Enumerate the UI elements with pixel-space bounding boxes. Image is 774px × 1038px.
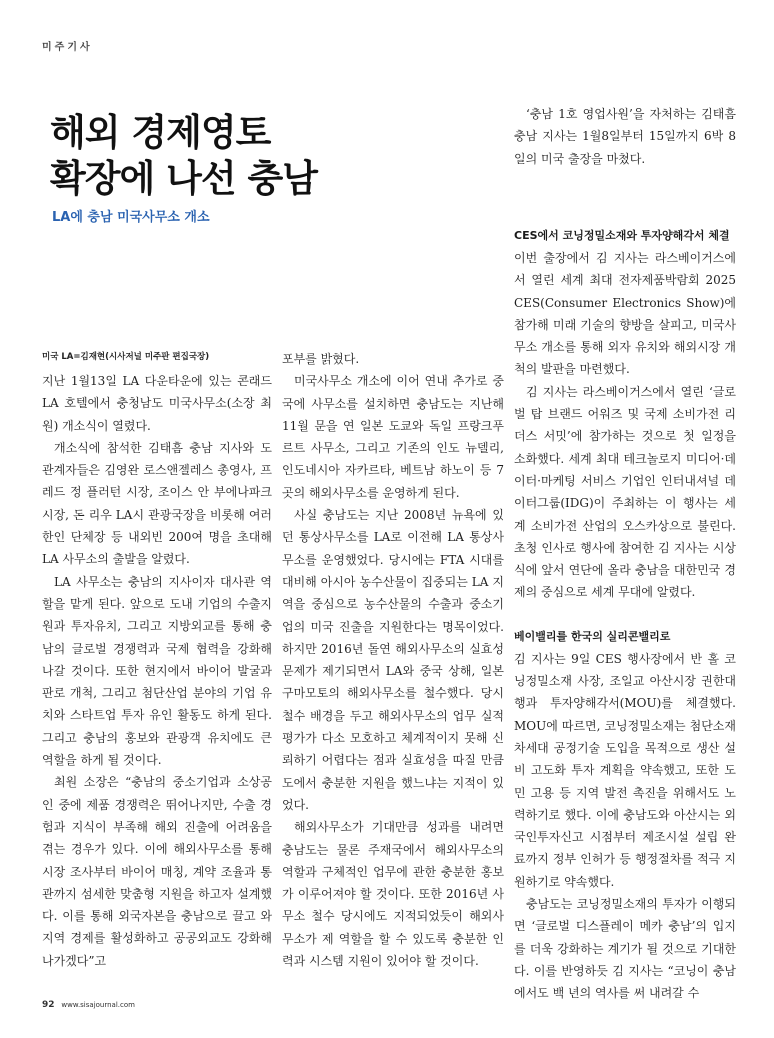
section-label: 미주기사 — [42, 42, 93, 53]
article-column-3-intro — [514, 103, 736, 170]
article-column-3 — [514, 225, 736, 1005]
paragraph: LA 사무소는 충남의 지사이자 대사관 역할을 맡게 된다. 앞으로 도내 기업의 수출지원과 투자유치, 그리고 지방외교를 통해 충남의 글로벌 경쟁력과 국제 협력을 강화해 나갈 것이다. 또한 현지에서 바이어 발굴과 판로 개척, 그리고 첨단산업 분야의 기업 유치와 스타트업 투자 유인 활동도 하게 된다. 그리고 충남의 홍보와 관광객 유치에도 큰 역할을 하게 될 것이다. — [42, 574, 272, 768]
headline-line-2: 확장에 나선 충남 — [50, 157, 317, 200]
paragraph: 포부를 밝혔다. — [282, 352, 360, 366]
subheadline: LA에 충남 미국사무소 개소 — [52, 210, 210, 225]
page-number: 92 — [42, 1000, 55, 1010]
paragraph: 최원 소장은 “충남의 중소기업과 소상공인 중에 제품 경쟁력은 뛰어나지만, 수출 경험과 지식이 부족해 해외 진출에 어려움을 겪는 경우가 있다. 이에 해외사무소를 통해 시장 조사부터 바이어 매칭, 계약 조율과 통관까지 섬세한 맞춤형 지원을 하고자 설계했다. 이를 통해 외국자본을 충남으로 끌고 와 지역 경제를 활성화하고 공공외교도 강화해 나가겠다”고 — [42, 775, 272, 968]
article-column-1 — [42, 370, 272, 972]
section-heading-ces: CES에서 코닝정밀소재와 투자양해각서 체결 — [514, 229, 730, 242]
section-heading-bay-valley: 베이밸리를 한국의 실리콘밸리로 — [514, 629, 671, 643]
page-footer — [42, 1000, 135, 1010]
publication-url: www.sisajournal.com — [61, 1001, 135, 1009]
headline — [50, 110, 317, 202]
paragraph: 이번 출장에서 김 지사는 라스베이거스에서 열린 세계 최대 전자제품박람회 2025 CES(Consumer Electronics Show)에 참가해 미래 기술의 향방을 살피고, 미국사무소 개소를 통해 외자 유치와 해외시장 개척의 발판을 마련했다. — [514, 251, 736, 377]
paragraph: ‘충남 1호 영업사원’을 자처하는 김태흠 충남 지사는 1월8일부터 15일까지 6박 8일의 미국 출장을 마쳤다. — [514, 107, 736, 166]
paragraph: 사실 충남도는 지난 2008년 뉴욕에 있던 통상사무소를 LA로 이전해 LA 통상사무소를 운영했었다. 당시에는 FTA 시대를 대비해 아시아 농수산물이 집중되는 LA 지역을 중심으로 농수산물의 수출과 중소기업의 미국 진출을 지원한다는 명목이었다. 하지만 2016년 돌연 해외사무소의 실효성 문제가 제기되면서 LA와 중국 상해, 일본 구마모토의 해외사무소를 철수했다. 당시 철수 배경을 두고 해외사무소의 업무 실적 평가가 다소 모호하고 체계적이지 못해 신뢰하기 어렵다는 점과 실효성을 따질 만큼 도에서 충분한 지원을 했느냐는 지적이 있었다. — [282, 508, 504, 812]
byline: 미국 LA=김재현(시사저널 미주판 편집국장) — [42, 352, 210, 362]
paragraph: 김 지사는 9일 CES 행사장에서 반 홀 코닝정밀소재 사장, 조일교 아산시장 권한대행과 투자양해각서(MOU)를 체결했다. MOU에 따르면, 코닝정밀소재는 첨단소재 차세대 공정기술 도입을 목적으로 생산 설비 고도화 투자 계획을 약속했고, 또한 도민 고용 등 지역 발전 촉진을 위해서도 노력하기로 했다. 이에 충남도와 아산시는 외국인투자신고 시점부터 제조시설 설립 완료까지 정부 인허가 등 행정절차를 적극 지원하기로 약속했다. — [514, 651, 736, 889]
paragraph: 충남도는 코닝정밀소재의 투자가 이행되면 ‘글로벌 디스플레이 메카 충남’의 입지를 더욱 강화하는 계기가 될 것으로 기대한다. 이를 반영하듯 김 지사는 “코닝이 충남에서도 백 년의 역사를 써 내려갈 수 — [514, 897, 736, 1001]
paragraph: 지난 1월13일 LA 다운타운에 있는 콘래드 LA 호텔에서 충청남도 미국사무소(소장 최원) 개소식이 열렸다. — [42, 374, 272, 433]
headline-line-1: 해외 경제영토 — [50, 111, 271, 154]
paragraph: 해외사무소가 기대만큼 성과를 내려면 충남도는 물론 주재국에서 해외사무소의 역할과 구체적인 업무에 관한 충분한 홍보가 이루어져야 할 것이다. 또한 2016년 사무소 철수 당시에도 지적되었듯이 해외사무소가 제 역할을 할 수 있도록 충분한 인력과 시스템 지원이 있어야 할 것이다. — [282, 820, 504, 969]
paragraph: 개소식에 참석한 김태흠 충남 지사와 도 관계자들은 김영완 로스앤젤레스 총영사, 프레드 정 플러턴 시장, 조이스 안 부에나파크 시장, 돈 리우 LA시 관광국장을 비롯해 여러 한인 단체장 등 내외빈 200여 명을 초대해 LA 사무소의 출발을 알렸다. — [42, 440, 272, 567]
paragraph: 미국사무소 개소에 이어 연내 추가로 중국에 사무소를 설치하면 충남도는 지난해 11월 문을 연 일본 도쿄와 독일 프랑크푸르트 사무소, 그리고 기존의 인도 뉴델리, 인도네시아 자카르타, 베트남 하노이 등 7곳의 해외사무소를 운영하게 된다. — [282, 374, 504, 500]
article-column-2 — [282, 348, 504, 972]
paragraph: 김 지사는 라스베이거스에서 열린 ‘글로벌 탑 브랜드 어워즈 및 국제 소비가전 리더스 서밋’에 참가하는 것으로 첫 일정을 소화했다. 세계 최대 테크놀로지 미디어·데이터·마케팅 서비스 기업인 인터내셔널 데이터그룹(IDG)이 주최하는 이 행사는 세계 소비가전 산업의 오스카상으로 불린다. 초청 인사로 행사에 참여한 김 지사는 시상식에 앞서 연단에 올라 충남을 대한민국 경제의 중심으로 세계 무대에 알렸다. — [514, 384, 736, 600]
